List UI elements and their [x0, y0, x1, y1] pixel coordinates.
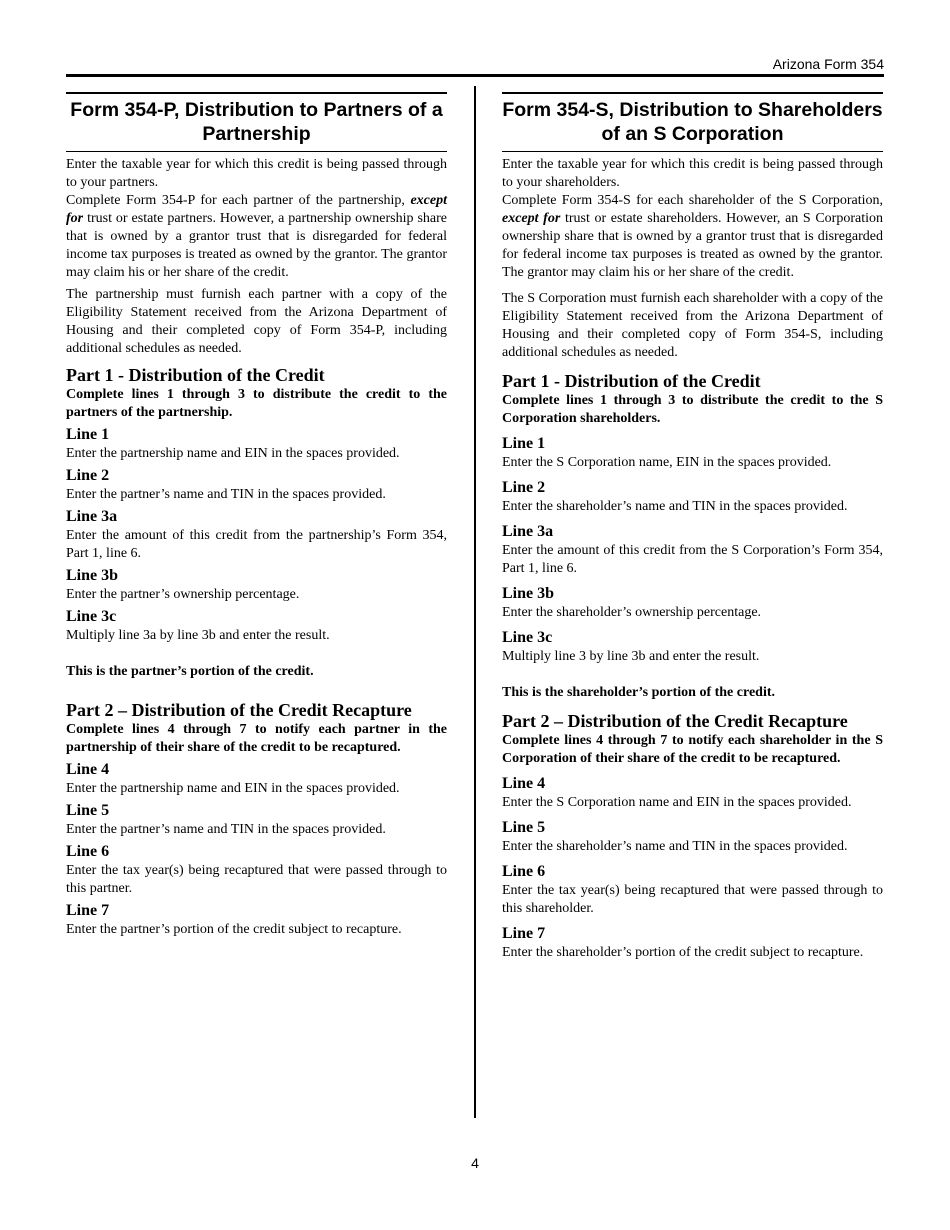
line3a-text: Enter the amount of this credit from the S Corporation’s Form 354, Part 1, line 6. [502, 543, 883, 576]
intro-paragraph: Enter the taxable year for which this credit is being passed through to your shareholders. [502, 157, 883, 190]
part2-instructions: Complete lines 4 through 7 to notify each partner in the partnership of their share of the credit to be recaptured. [66, 722, 447, 755]
part2-heading: Part 2 – Distribution of the Credit Recapture [66, 700, 412, 720]
line6-heading: Line 6 [502, 863, 546, 880]
line7-heading: Line 7 [502, 925, 546, 942]
line2-text: Enter the shareholder’s name and TIN in the spaces provided. [502, 499, 848, 514]
line1-heading: Line 1 [502, 435, 546, 452]
intro-paragraph: Enter the taxable year for which this credit is being passed through to your partners. [66, 157, 447, 190]
line5-text: Enter the shareholder’s name and TIN in the spaces provided. [502, 839, 848, 854]
intro-paragraph [502, 192, 883, 282]
line3b-heading: Line 3b [502, 585, 555, 602]
line3b-heading: Line 3b [66, 567, 119, 584]
form-header-title: Arizona Form 354 [772, 56, 884, 72]
line3c-text: Multiply line 3a by line 3b and enter the result. [66, 628, 330, 643]
portion-note: This is the shareholder’s portion of the credit. [502, 685, 775, 700]
line2-heading: Line 2 [66, 467, 110, 484]
line3a-text: Enter the amount of this credit from the partnership’s Form 354, Part 1, line 6. [66, 528, 447, 561]
header-rule [66, 74, 884, 77]
form-354s-column [502, 92, 883, 962]
line5-heading: Line 5 [66, 802, 110, 819]
line4-text: Enter the partnership name and EIN in the spaces provided. [66, 781, 400, 796]
line5-heading: Line 5 [502, 819, 546, 836]
line3a-heading: Line 3a [502, 523, 554, 540]
line2-heading: Line 2 [502, 479, 546, 496]
line3c-heading: Line 3c [66, 608, 117, 625]
form-354p-title: Form 354-P, Distribution to Partners of a Partnership [66, 92, 447, 152]
line7-text: Enter the shareholder’s portion of the credit subject to recapture. [502, 945, 864, 960]
portion-note: This is the partner’s portion of the credit. [66, 664, 314, 679]
part2-heading: Part 2 – Distribution of the Credit Recapture [502, 711, 848, 731]
emphasis-text: except for [502, 211, 561, 226]
form-354p-column [66, 92, 447, 939]
intro-paragraph [66, 192, 447, 282]
line6-heading: Line 6 [66, 843, 110, 860]
page-number: 4 [471, 1155, 479, 1171]
intro-paragraph: The S Corporation must furnish each shareholder with a copy of the Eligibility Statement received from the Arizona Department of Housing and their completed copy of Form 354-S, including additional schedules as needed. [502, 291, 883, 360]
part1-heading: Part 1 - Distribution of the Credit [502, 371, 761, 391]
part1-heading: Part 1 - Distribution of the Credit [66, 365, 325, 385]
line1-text: Enter the S Corporation name, EIN in the spaces provided. [502, 455, 832, 470]
intro-text: Complete Form 354-S for each shareholder of the S Corporation, [502, 193, 883, 208]
line7-heading: Line 7 [66, 902, 110, 919]
part2-instructions: Complete lines 4 through 7 to notify each shareholder in the S Corporation of their share of the credit to be recaptured. [502, 733, 883, 766]
line2-text: Enter the partner’s name and TIN in the spaces provided. [66, 487, 386, 502]
line3b-text: Enter the partner’s ownership percentage. [66, 587, 300, 602]
part1-instructions: Complete lines 1 through 3 to distribute the credit to the S Corporation shareholders. [502, 393, 883, 426]
line4-heading: Line 4 [502, 775, 546, 792]
line1-heading: Line 1 [66, 426, 110, 443]
line1-text: Enter the partnership name and EIN in the spaces provided. [66, 446, 400, 461]
line3c-heading: Line 3c [502, 629, 553, 646]
line5-text: Enter the partner’s name and TIN in the spaces provided. [66, 822, 386, 837]
part1-instructions: Complete lines 1 through 3 to distribute the credit to the partners of the partnership. [66, 387, 447, 420]
intro-text: trust or estate partners. However, a partnership ownership share that is owned by a grantor trust that is disregarded for federal income tax purposes is treated as owned by the grantor. The grantor may claim his or her share of the credit. [66, 211, 447, 280]
line7-text: Enter the partner’s portion of the credit subject to recapture. [66, 922, 402, 937]
line3b-text: Enter the shareholder’s ownership percentage. [502, 605, 762, 620]
line6-text: Enter the tax year(s) being recaptured that were passed through to this shareholder. [502, 883, 883, 916]
line4-heading: Line 4 [66, 761, 110, 778]
column-divider [474, 86, 476, 1118]
intro-paragraph: The partnership must furnish each partner with a copy of the Eligibility Statement received from the Arizona Department of Housing and their completed copy of Form 354-P, including additional schedules as needed. [66, 287, 447, 356]
line6-text: Enter the tax year(s) being recaptured that were passed through to this partner. [66, 863, 447, 896]
line3c-text: Multiply line 3 by line 3b and enter the result. [502, 649, 760, 664]
form-354s-title: Form 354-S, Distribution to Shareholders of an S Corporation [502, 92, 883, 152]
line3a-heading: Line 3a [66, 508, 118, 525]
emphasis-text: except for [66, 193, 447, 226]
intro-text: trust or estate shareholders. However, an S Corporation ownership share that is owned by a grantor trust that is disregarded for federal income tax purposes is treated as owned by the grantor. The grantor may claim his or her share of the credit. [502, 211, 883, 280]
line4-text: Enter the S Corporation name and EIN in the spaces provided. [502, 795, 852, 810]
intro-text: Complete Form 354-P for each partner of the partnership, [66, 193, 405, 208]
